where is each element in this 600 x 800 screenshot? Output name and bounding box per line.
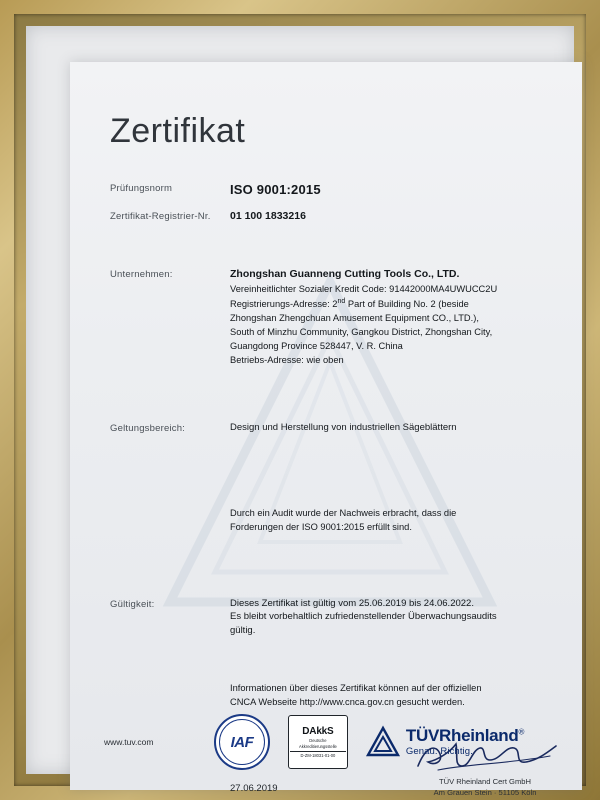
field-label-scope: Geltungsbereich: [110,423,186,434]
field-row-company [110,267,542,368]
field-value-registration-number: 01 100 1833216 [230,209,306,222]
validity-line-3: gültig. [230,625,256,637]
field-row-scope [110,421,542,435]
issuer-address: Am Grauen Stein · 51105 Köln [433,787,537,797]
spacer [110,488,542,506]
page-title: Zertifikat [110,112,246,150]
company-detail-line: South of Minzhu Community, Gangkou District, Zhongshan City, [230,327,493,338]
tuv-name [406,727,524,744]
company-detail-line: Vereinheitlichter Sozialer Kredit Code: 91442000MA4UWUCC2U [230,284,498,295]
info-line-1: Informationen über dieses Zertifikat können auf der offiziellen [230,682,482,693]
spacer [110,377,542,421]
spacer [110,579,542,597]
field-row-validity [110,597,542,638]
audit-statement-line-1: Durch ein Audit wurde der Nachweis erbracht, dass die [230,507,457,518]
frame-mat [26,26,574,797]
company-block [230,267,542,368]
field-value-scope: Design und Herstellung von industriellen Sägeblättern [230,422,457,433]
dakks-sub-line-2: Akkreditierungsstelle [299,744,337,749]
field-label: Zertifikat-Registrier-Nr. [110,210,211,222]
spacer [110,444,542,488]
spacer [110,647,542,681]
info-line-2: CNCA Webseite http://www.cnca.gov.cn gesucht werden. [230,697,465,708]
tuv-triangle-icon [366,726,400,758]
issue-date: 27.06.2019 [230,782,278,794]
field-row-registration-number [110,209,542,224]
certificate-document [70,62,582,797]
tuv-wordmark [406,727,524,757]
iaf-logo-icon [214,714,270,770]
company-detail-line [230,297,542,312]
spacer [110,233,542,267]
field-label-company: Unternehmen: [110,269,173,281]
tuv-name-text: TÜVRheinland [405,726,519,745]
field-label: Prüfungsnorm [110,183,173,194]
dakks-accreditation-code: D-ZM-18031-01-00 [290,751,346,758]
company-detail-line: Zhongshan Zhengchuan Amusement Equipment CO., LTD.), [230,313,479,324]
company-detail-line: Guangdong Province 528447, V. R. China [230,341,403,352]
issuer-name: TÜV Rheinland Cert GmbH [438,776,531,786]
company-detail-text: Registrierungs-Adresse: 2nd Part of Building No. 2 (beside [230,298,469,310]
footer-website-url: www.tuv.com [104,737,154,747]
field-label-validity: Gültigkeit: [110,598,155,610]
validity-block [230,597,542,638]
validity-line-2: Es bleibt vorbehaltlich zufriedenstellender Überwachungsaudits [230,611,497,623]
certificate-sheet [70,62,582,797]
tuv-slogan: Genau. Richtig. [405,746,473,757]
spacer [110,535,542,579]
company-detail-line: Betriebs-Adresse: wie oben [230,355,344,366]
audit-statement-line-2: Forderungen der ISO 9001:2015 erfüllt sind. [230,522,412,533]
validity-line-1: Dieses Zertifikat ist gültig vom 25.06.2019 bis 24.06.2022. [230,597,474,609]
dakks-logo-icon [288,715,348,769]
registered-mark: ® [518,727,525,737]
field-value-norm: ISO 9001:2015 [230,182,321,197]
company-name: Zhongshan Guanneng Cutting Tools Co., LTD. [230,268,460,281]
field-row-norm [110,181,542,200]
dakks-sub-line-1: Deutsche [309,737,327,743]
document-footer [70,694,582,790]
accreditation-badges [190,714,548,770]
dakks-label: DAkkS [302,725,334,737]
iaf-label: IAF [230,733,254,751]
tuv-rheinland-logo [366,726,524,758]
